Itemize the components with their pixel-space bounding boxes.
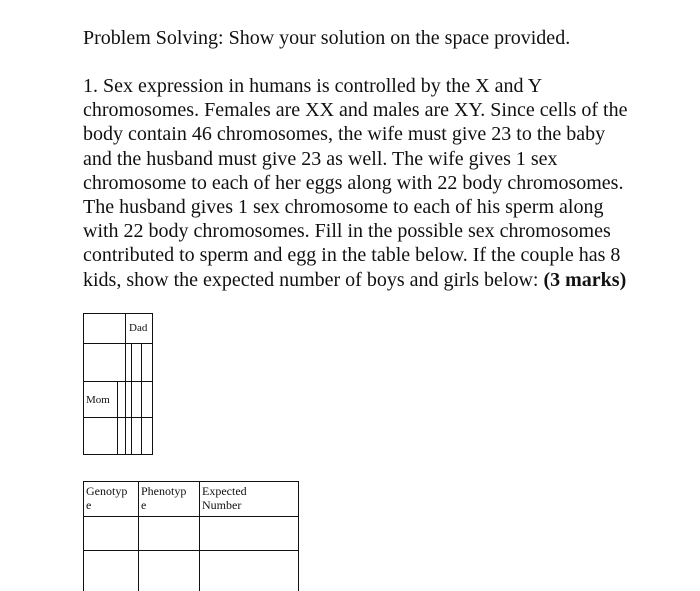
grid-line (125, 313, 126, 455)
grid-line (83, 481, 84, 591)
grid-line (83, 381, 153, 382)
grid-line (152, 313, 153, 455)
grid-line (83, 516, 299, 517)
genotype-table (83, 481, 299, 591)
dad-label: Dad (129, 322, 148, 334)
grid-line (199, 481, 200, 591)
grid-line (83, 417, 153, 418)
problem-statement (83, 74, 628, 292)
grid-line (83, 454, 153, 455)
grid-line (141, 343, 142, 455)
grid-line (117, 381, 118, 455)
grid-line (131, 343, 132, 455)
grid-line (83, 313, 153, 314)
grid-line (83, 550, 299, 551)
header-genotype: Genotyp e (86, 484, 128, 512)
marks-label: (3 marks) (543, 268, 627, 291)
header-phenotype: Phenotyp e (141, 484, 187, 512)
mom-label: Mom (86, 394, 110, 406)
page-heading: Problem Solving: Show your solution on the space provided. (83, 27, 571, 49)
header-expected-number: Expected Number (202, 484, 247, 512)
grid-line (138, 481, 139, 591)
problem-text: 1. Sex expression in humans is controlled by the X and Y chromosomes. Females are XX and males are XY. Since cells of the body contain 46 chromosomes, the wife must give 23 to the baby and the husband must give 23 as well. The wife gives 1 sex chromosome to each of her eggs along with 22 body chromosomes. The husband gives 1 sex chromosome to each of his sperm along with 22 body chromosomes. Fill in the possible sex chromosomes contributed to sperm and egg in the table below. If the couple has 8 kids, show the expected number of boys and girls below: (83, 75, 628, 291)
grid-line (298, 481, 299, 591)
grid-line (83, 481, 299, 482)
grid-line (83, 343, 153, 344)
grid-line (83, 313, 84, 455)
punnett-square (83, 313, 153, 455)
